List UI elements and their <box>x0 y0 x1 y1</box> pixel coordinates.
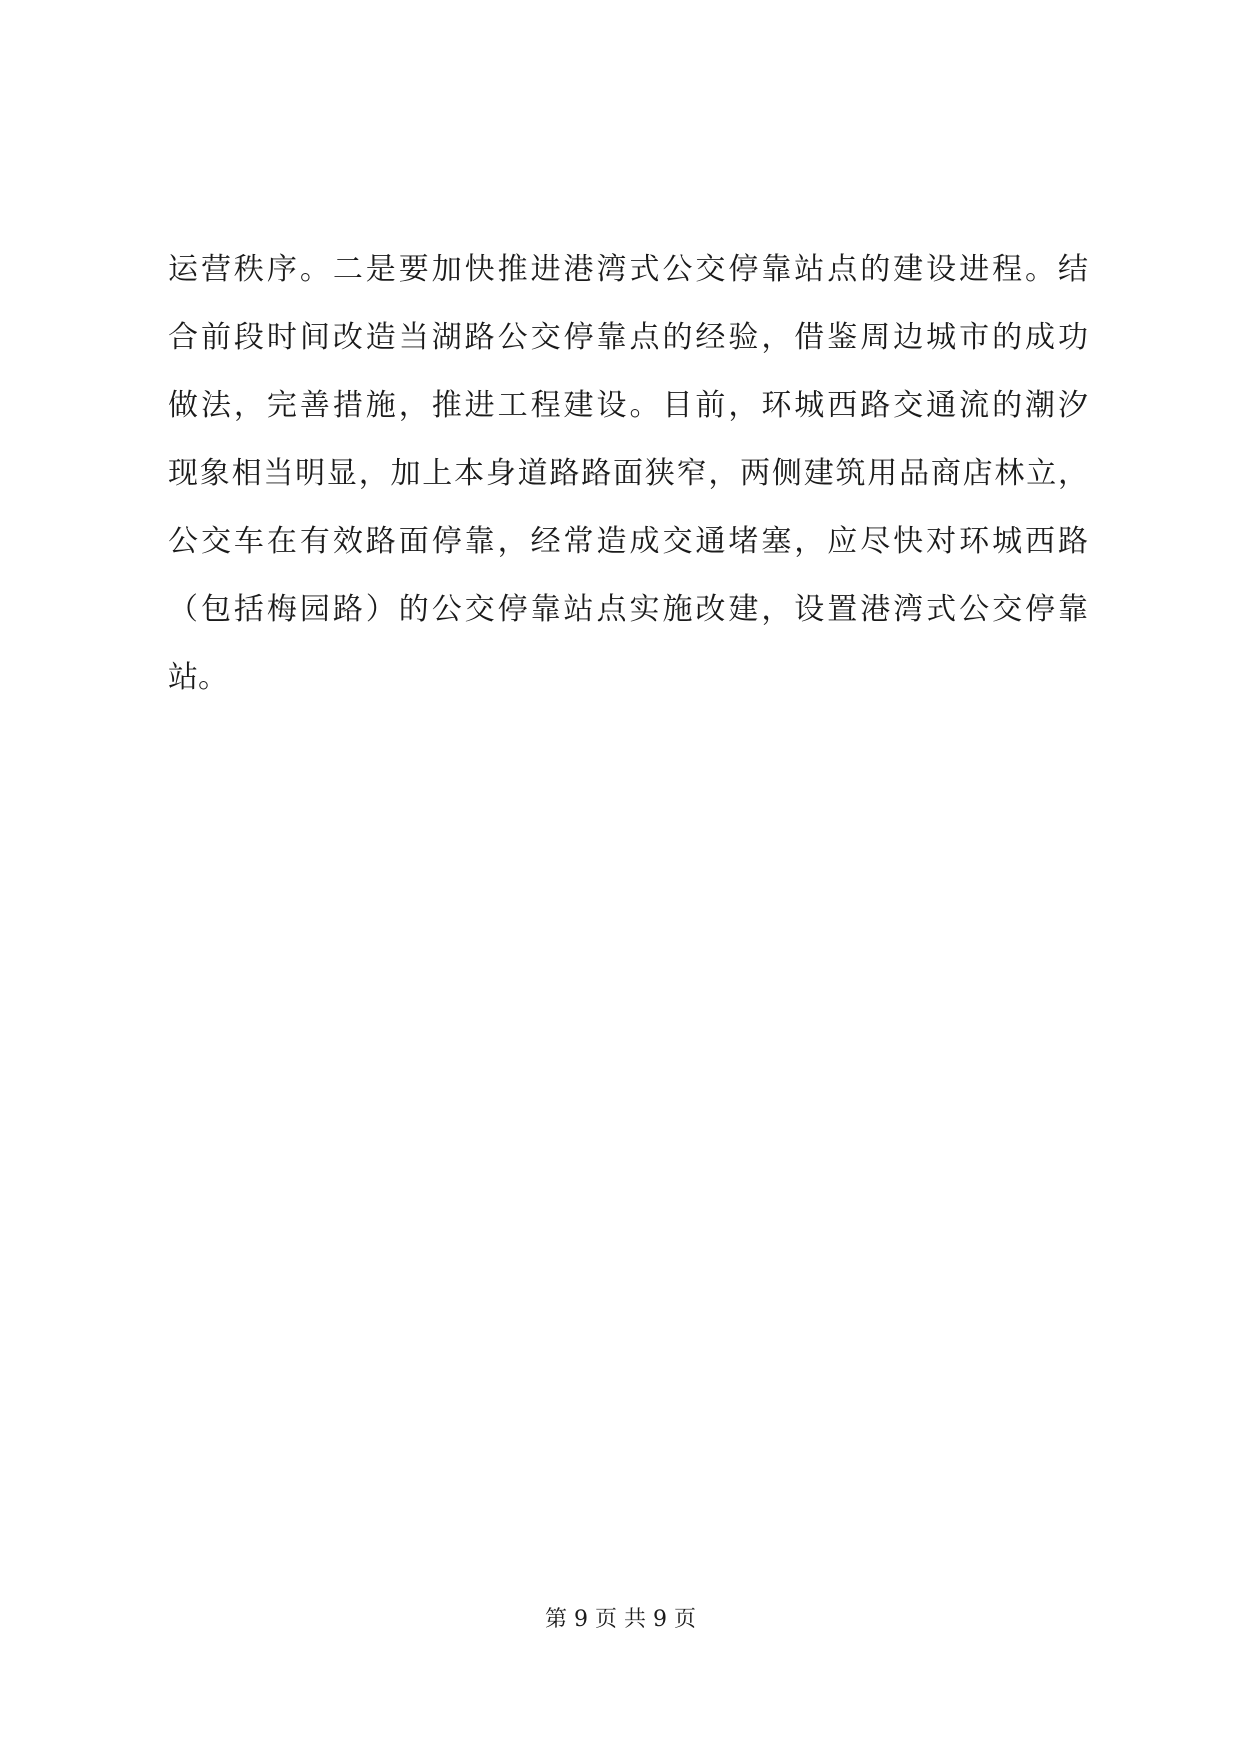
page-number-footer: 第 9 页 共 9 页 <box>545 1607 696 1632</box>
text-line: 公交车在有效路面停靠，经常造成交通堵塞，应尽快对环城西路 <box>168 524 1088 559</box>
text-line: 运营秩序。二是要加快推进港湾式公交停靠站点的建设进程。结 <box>168 252 1088 287</box>
body-paragraph <box>168 236 1088 712</box>
text-line: 合前段时间改造当湖路公交停靠点的经验，借鉴周边城市的成功 <box>168 320 1088 355</box>
text-line: 现象相当明显，加上本身道路路面狭窄，两侧建筑用品商店林立， <box>168 456 1088 491</box>
text-line: 站。 <box>168 660 228 695</box>
text-line: （包括梅园路）的公交停靠站点实施改建，设置港湾式公交停靠 <box>168 592 1088 627</box>
text-line: 做法，完善措施，推进工程建设。目前，环城西路交通流的潮汐 <box>168 388 1088 423</box>
